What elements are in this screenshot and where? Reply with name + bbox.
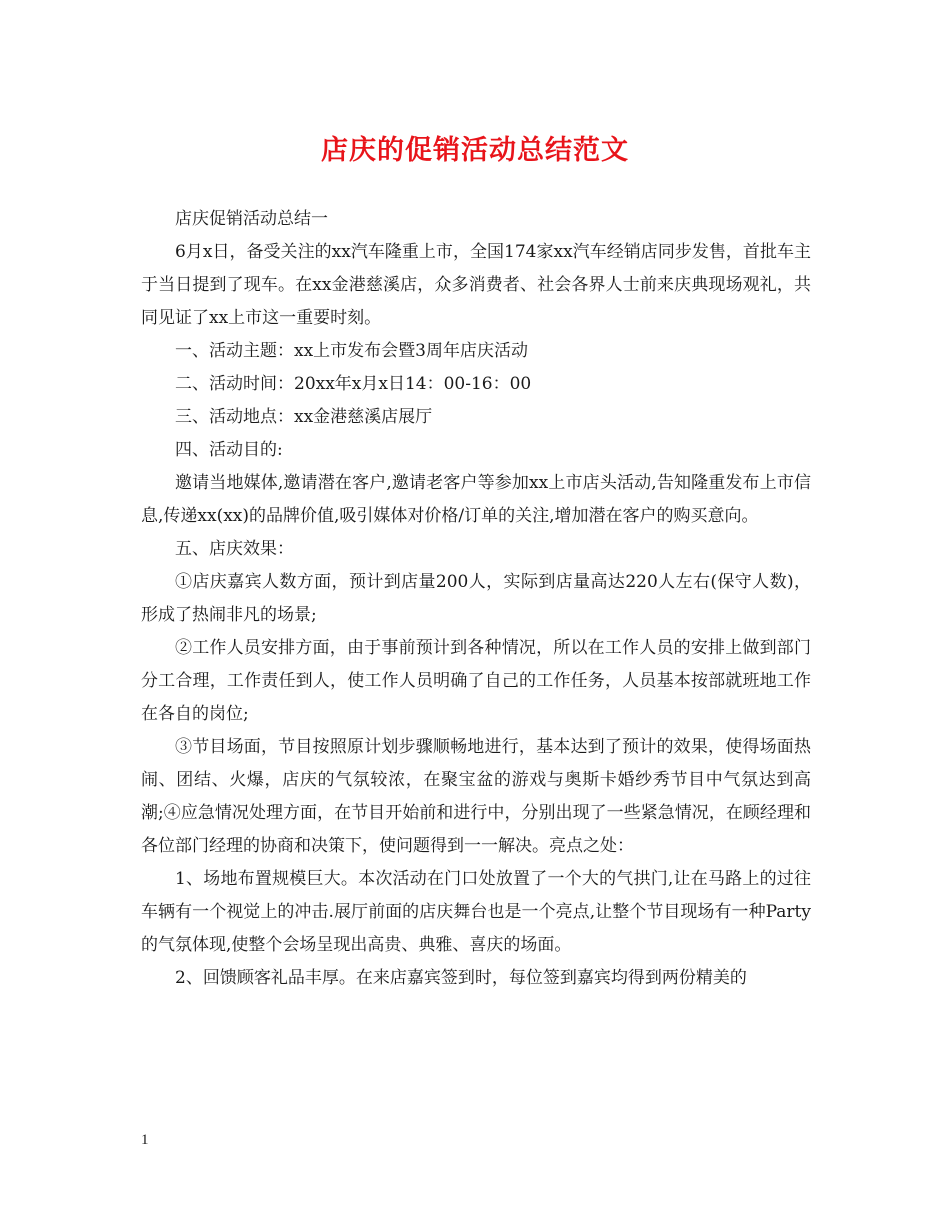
document-body	[141, 203, 811, 995]
page-number: 1	[141, 1132, 149, 1148]
paragraph-section-heading: 店庆促销活动总结一	[175, 209, 328, 229]
paragraph-time: 二、活动时间：20xx年x月x日14：00-16：00	[175, 374, 532, 394]
paragraph-location: 三、活动地点：xx金港慈溪店展厅	[175, 407, 433, 427]
paragraph-effect-program: ③节目场面，节目按照原计划步骤顺畅地进行，基本达到了预计的效果，使得场面热闹、团结、火爆，店庆的气氛较浓，在聚宝盆的游戏与奥斯卡婚纱秀节目中气氛达到高潮;④应急情况处理方面，在节目开始前和进行中，分别出现了一些紧急情况，在顾经理和各位部门经理的协商和决策下，使问题得到一一解决。亮点之处：	[141, 737, 811, 856]
paragraph-purpose-heading: 四、活动目的:	[175, 440, 283, 460]
paragraph-effect-heading: 五、店庆效果：	[175, 539, 294, 559]
paragraph-effect-guests: ①店庆嘉宾人数方面，预计到店量200人，实际到店量高达220人左右(保守人数)，形成了热闹非凡的场景;	[141, 572, 811, 625]
paragraph-purpose: 邀请当地媒体,邀请潜在客户,邀请老客户等参加xx上市店头活动,告知隆重发布上市信息,传递xx(xx)的品牌价值,吸引媒体对价格/订单的关注,增加潜在客户的购买意向。	[141, 473, 811, 526]
paragraph-effect-staff: ②工作人员安排方面，由于事前预计到各种情况，所以在工作人员的安排上做到部门分工合理，工作责任到人，使工作人员明确了自己的工作任务，人员基本按部就班地工作在各自的岗位;	[141, 638, 811, 724]
paragraph-intro: 6月x日，备受关注的xx汽车隆重上市，全国174家xx汽车经销店同步发售，首批车主于当日提到了现车。在xx金港慈溪店，众多消费者、社会各界人士前来庆典现场观礼，共同见证了xx上市这一重要时刻。	[141, 242, 811, 328]
page-title: 店庆的促销活动总结范文	[321, 135, 629, 166]
paragraph-highlight-venue: 1、场地布置规模巨大。本次活动在门口处放置了一个大的气拱门,让在马路上的过往车辆有一个视觉上的冲击.展厅前面的店庆舞台也是一个亮点,让整个节目现场有一种Party的气氛体现,使整个会场呈现出高贵、典雅、喜庆的场面。	[141, 869, 811, 955]
paragraph-highlight-gifts: 2、回馈顾客礼品丰厚。在来店嘉宾签到时，每位签到嘉宾均得到两份精美的	[175, 968, 747, 988]
paragraph-theme: 一、活动主题：xx上市发布会暨3周年店庆活动	[175, 341, 528, 361]
